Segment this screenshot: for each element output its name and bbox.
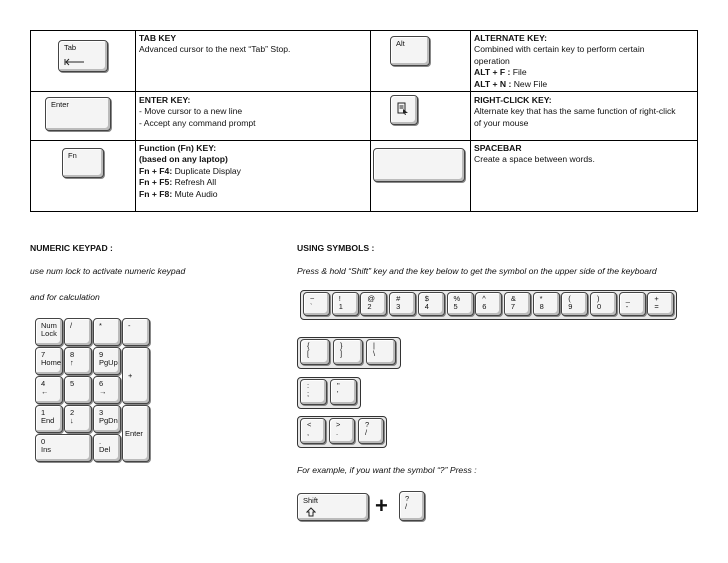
alt-key-label: Alt <box>396 39 405 48</box>
bracket-key <box>300 339 330 365</box>
key-base-symbol: 7 <box>510 302 516 311</box>
tab-key <box>58 40 108 72</box>
alt-desc <box>474 33 645 90</box>
symbol-row-key <box>389 292 416 316</box>
key-base-symbol: . <box>336 428 339 437</box>
key-shift-symbol: " <box>337 381 340 390</box>
enter-key-label: Enter <box>51 100 69 109</box>
angle-key <box>358 418 384 444</box>
key-shift-symbol: ~ <box>310 294 315 303</box>
num4-key: 4 ← <box>35 376 63 404</box>
alt-title: ALTERNATE KEY: <box>474 33 548 43</box>
rclick-title: RIGHT-CLICK KEY: <box>474 95 552 105</box>
tab-desc <box>139 33 290 56</box>
alt-key <box>390 36 430 66</box>
key-base-symbol: ' <box>337 389 339 398</box>
num0-key: 0 Ins <box>35 434 92 462</box>
fn-key-label: Fn <box>68 151 77 160</box>
num7-key: 7 Home <box>35 347 63 375</box>
num-enter-key: Enter <box>122 405 150 462</box>
num-dot-key: . Del <box>93 434 121 462</box>
symbol-row-key <box>561 292 588 316</box>
tab-arrows-icon <box>64 57 86 67</box>
tab-title: TAB KEY <box>139 33 177 43</box>
key-shift-symbol: % <box>453 294 461 303</box>
key-shift-symbol: ( <box>568 294 571 303</box>
symbol-row-key <box>619 292 646 316</box>
spacebar-key <box>373 148 465 182</box>
symbols-line-1: Press & hold “Shift” key and the key below to get the symbol on the upper side of the keyboard <box>297 266 657 276</box>
symbol-row-key <box>533 292 560 316</box>
colon-keys <box>297 377 361 409</box>
num2-key: 2 ↓ <box>64 405 92 433</box>
colon-key <box>300 379 327 405</box>
shift-arrow-icon <box>306 507 316 517</box>
fn-desc <box>139 143 241 200</box>
symbols-heading: USING SYMBOLS : <box>297 243 375 253</box>
shift-key <box>297 493 369 521</box>
question-key-top: ? <box>405 494 410 503</box>
key-shift-symbol: ? <box>365 420 370 429</box>
key-shift-symbol: : <box>307 381 310 390</box>
key-base-symbol: 3 <box>396 302 401 311</box>
key-shift-symbol: * <box>539 294 543 303</box>
bracket-keys <box>297 337 401 369</box>
key-base-symbol: 0 <box>597 302 602 311</box>
angle-key <box>329 418 355 444</box>
key-shift-symbol: ! <box>338 294 341 303</box>
star-key: * <box>93 318 121 346</box>
key-base-symbol: , <box>307 428 310 437</box>
rclick-desc <box>474 95 676 129</box>
colon-key <box>330 379 357 405</box>
key-shift-symbol: { <box>307 341 310 350</box>
alt-description-2: operation <box>474 55 510 66</box>
key-shift-symbol: > <box>336 420 341 429</box>
numlock-key: Num Lock <box>35 318 63 346</box>
numeric-line-1: use num lock to activate numeric keypad <box>30 266 186 276</box>
symbol-row-key <box>418 292 445 316</box>
symbol-row-keys <box>300 290 677 320</box>
symbols-example: For example, if you want the symbol “?” Press : <box>297 465 477 475</box>
enter-key <box>45 97 111 131</box>
space-desc <box>474 143 595 166</box>
symbol-row-key <box>332 292 359 316</box>
enter-title: ENTER KEY: <box>139 95 191 105</box>
key-base-symbol: - <box>625 302 629 311</box>
key-shift-symbol: $ <box>424 294 429 303</box>
fn-combo-2-value: Refresh All <box>172 177 217 188</box>
fn-key <box>62 148 104 178</box>
key-base-symbol: ; <box>307 389 310 398</box>
alt-description-1: Combined with certain key to perform certain <box>474 44 645 55</box>
symbol-row-key <box>447 292 474 316</box>
fn-combo-3-key: Fn + F8: <box>139 188 173 199</box>
key-shift-symbol: & <box>510 294 516 303</box>
num9-key: 9 PgUp <box>93 347 121 375</box>
symbol-row-key <box>590 292 617 316</box>
alt-combo-2-key: ALT + N : <box>474 78 512 89</box>
plus-key: + <box>122 347 150 404</box>
key-shift-symbol: @ <box>367 294 376 303</box>
key-shift-symbol: + <box>654 294 659 303</box>
space-title: SPACEBAR <box>474 143 522 153</box>
key-base-symbol: ] <box>340 349 343 358</box>
minus-key: - <box>122 318 150 346</box>
symbol-row-key <box>504 292 531 316</box>
symbol-row-key <box>303 292 330 316</box>
key-base-symbol: ` <box>310 302 313 311</box>
slash-key: / <box>64 318 92 346</box>
key-base-symbol: 1 <box>338 302 343 311</box>
key-base-symbol: / <box>365 428 368 437</box>
num1-key: 1 End <box>35 405 63 433</box>
num8-key: 8 ↑ <box>64 347 92 375</box>
key-base-symbol: 9 <box>568 302 573 311</box>
symbol-row-key <box>360 292 387 316</box>
numeric-line-2: and for calculation <box>30 292 100 302</box>
fn-combo-1-key: Fn + F4: <box>139 165 173 176</box>
key-base-symbol: [ <box>307 349 310 358</box>
angle-key <box>300 418 326 444</box>
key-shift-symbol: ) <box>597 294 600 303</box>
enter-line-2: - Accept any command prompt <box>139 117 256 128</box>
rclick-description-1: Alternate key that has the same function of right-click <box>474 106 676 117</box>
alt-combo-2-value: New File <box>511 78 548 89</box>
num5-key: 5 <box>64 376 92 404</box>
right-click-key <box>390 95 418 125</box>
rclick-key-image-cell <box>370 91 471 141</box>
fn-subtitle: (based on any laptop) <box>139 154 228 165</box>
space-description: Create a space between words. <box>474 154 595 165</box>
tab-description: Advanced cursor to the next “Tab” Stop. <box>139 44 291 55</box>
key-shift-symbol: < <box>307 420 312 429</box>
numeric-heading: NUMERIC KEYPAD : <box>30 243 113 253</box>
fn-combo-1-value: Duplicate Display <box>172 165 241 176</box>
key-shift-symbol: } <box>340 341 343 350</box>
key-base-symbol: 4 <box>424 302 429 311</box>
key-shift-symbol: _ <box>625 294 630 303</box>
key-base-symbol: 5 <box>453 302 458 311</box>
menu-key-icon <box>397 102 409 116</box>
num3-key: 3 PgDn <box>93 405 121 433</box>
symbol-row-key <box>475 292 502 316</box>
shift-key-label: Shift <box>303 496 319 505</box>
key-base-symbol: 2 <box>367 302 372 311</box>
key-shift-symbol: # <box>396 294 401 303</box>
num6-key: 6 → <box>93 376 121 404</box>
rclick-description-2: of your mouse <box>474 117 529 128</box>
enter-line-1: - Move cursor to a new line <box>139 106 243 117</box>
question-key <box>399 491 425 521</box>
fn-combo-2-key: Fn + F5: <box>139 177 173 188</box>
key-base-symbol: 8 <box>539 302 544 311</box>
plus-sign: + <box>375 493 388 518</box>
symbol-row-key <box>647 292 674 316</box>
question-key-bottom: / <box>405 502 408 511</box>
tab-key-label: Tab <box>64 43 77 52</box>
key-shift-symbol: | <box>373 341 375 350</box>
key-shift-symbol: ^ <box>482 294 486 303</box>
fn-combo-3-value: Mute Audio <box>172 188 218 199</box>
bracket-key <box>333 339 363 365</box>
key-base-symbol: 6 <box>482 302 487 311</box>
alt-combo-1-key: ALT + F : <box>474 67 511 78</box>
angle-keys <box>297 416 387 448</box>
bracket-key <box>366 339 396 365</box>
key-base-symbol: \ <box>373 349 376 358</box>
fn-title: Function (Fn) KEY: <box>139 143 217 153</box>
key-base-symbol: = <box>654 302 659 311</box>
alt-combo-1-value: File <box>510 67 527 78</box>
enter-desc <box>139 95 256 129</box>
